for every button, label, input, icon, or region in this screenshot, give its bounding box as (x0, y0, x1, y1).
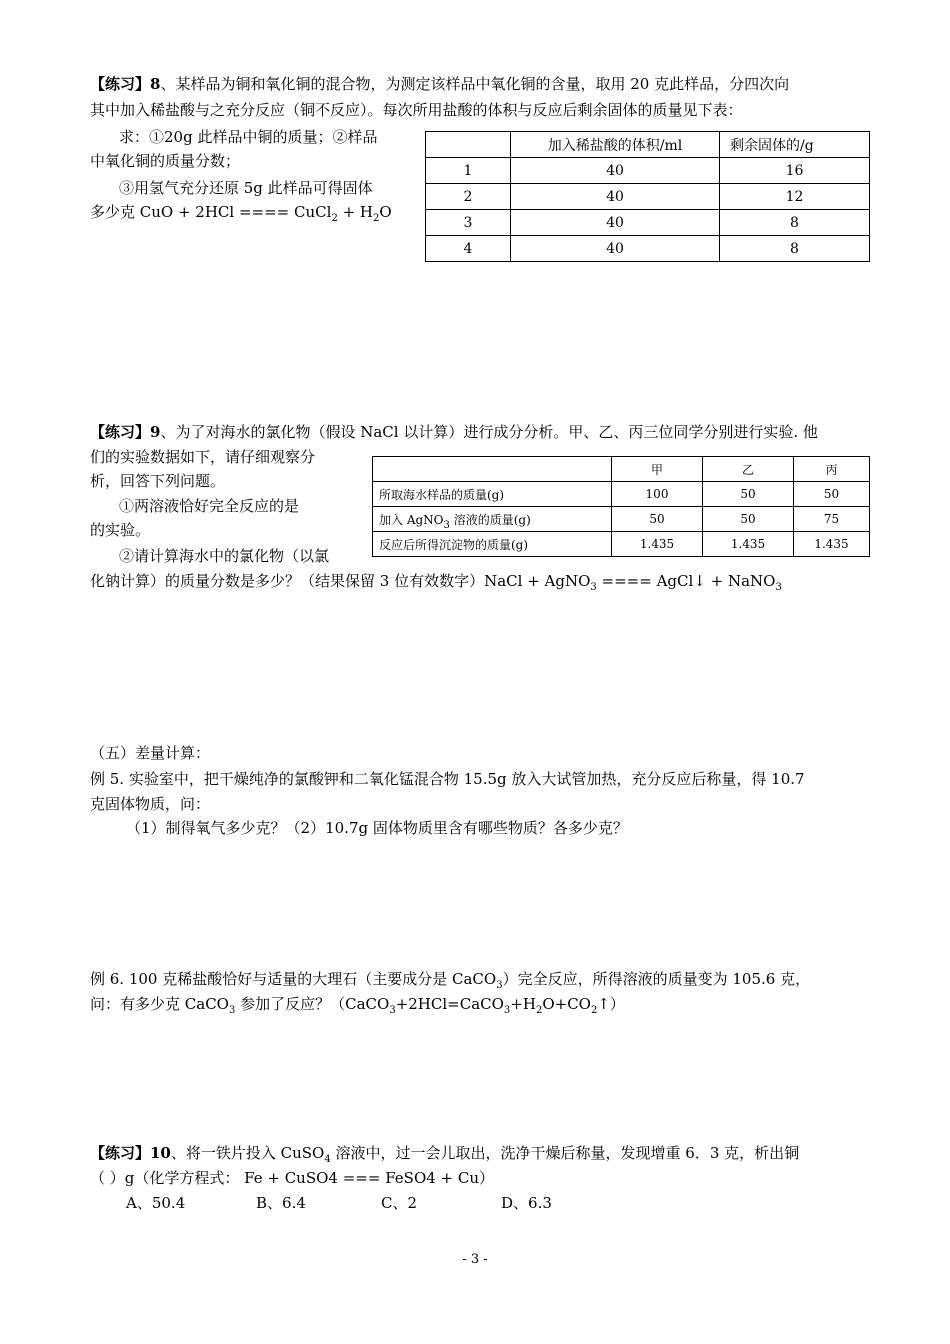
table-header-cell: 丙 (794, 457, 870, 482)
table-header-cell: 乙 (703, 457, 794, 482)
table-cell: 1.435 (612, 532, 703, 557)
practice-8-equation: 多少克 CuO + 2HCl ==== CuCl$_2$ + $H_2O$ (90, 203, 392, 224)
table-row-label: 所取海水样品的质量(g) (373, 482, 612, 507)
table-cell: 1 (426, 158, 511, 184)
table-cell: 40 (511, 184, 720, 210)
practice-10-line2: （ ）g（化学方程式： Fe + CuSO4 === FeSO4 + Cu） (90, 1169, 495, 1187)
example-6-line1: 例 6. 100 克稀盐酸恰好与适量的大理石（主要成分是 CaCO$_3$）完全反应，所得溶液的质量变为 105.6 克， (90, 970, 811, 991)
table-row (426, 236, 870, 262)
practice-9-line2: 们的实验数据如下，请仔细观察分 (90, 448, 316, 466)
practice-8-line2: 其中加入稀盐酸与之充分反应（铜不反应）。每次所用盐酸的体积与反应后剩余固体的质量见下表： (90, 101, 743, 119)
table-cell: 50 (703, 482, 794, 507)
table-cell: 1.435 (794, 532, 870, 557)
practice-9-line3: 析，回答下列问题。 (90, 472, 226, 490)
example-5-line2: 克固体物质，问： (90, 795, 211, 813)
table-row-label: 反应后所得沉淀物的质量(g) (373, 532, 612, 557)
practice-9-table (372, 456, 870, 557)
table-cell: 50 (703, 507, 794, 532)
table-cell: 100 (612, 482, 703, 507)
practice-8-table (425, 131, 870, 262)
example-6-line2: 问：有多少克 CaCO$_3$ 参加了反应？$(CaCO_3+2HCl=CaCO_3+H_2O+CO_2↑)$ (90, 995, 625, 1016)
table-row (373, 482, 870, 507)
option-d: D、6.3 (501, 1194, 552, 1212)
practice-10-label: 【练习】10 (90, 1144, 171, 1162)
table-cell: 1.435 (703, 532, 794, 557)
table-header-row (373, 457, 870, 482)
table-row (373, 507, 870, 532)
practice-9-line5: 的实验。 (90, 521, 151, 539)
practice-9-label: 【练习】9 (90, 423, 161, 441)
example-5-question: （1）制得氧气多少克？（2）10.7g 固体物质里含有哪些物质？各多少克？ (126, 819, 628, 837)
table-row-label: 加入 AgNO$_3$ 溶液的质量(g) (373, 507, 612, 532)
table-row (373, 532, 870, 557)
table-header-cell: 甲 (612, 457, 703, 482)
table-cell: 40 (511, 210, 720, 236)
table-cell: 40 (511, 236, 720, 262)
practice-8-question1a: 求：①20g 此样品中铜的质量；②样品 (119, 128, 378, 146)
table-row (426, 210, 870, 236)
practice-9-line4: ①两溶液恰好完全反应的是 (119, 497, 300, 515)
table-cell: 2 (426, 184, 511, 210)
table-header-cell: 剩余固体的/g (720, 132, 870, 158)
example-5-line1: 例 5. 实验室中，把干燥纯净的氯酸钾和二氧化锰混合物 15.5g 放入大试管加热，充分反应后称量，得 10.7 (90, 770, 805, 788)
option-a: A、50.4 (126, 1194, 186, 1212)
table-cell: 8 (720, 236, 870, 262)
table-cell: 3 (426, 210, 511, 236)
table-cell: 16 (720, 158, 870, 184)
table-cell: 4 (426, 236, 511, 262)
practice-8-label: 【练习】8 (90, 75, 161, 93)
page-number: - 3 - (462, 1252, 488, 1267)
section-5-title: （五）差量计算： (90, 744, 211, 762)
practice-9-equation: 化钠计算）的质量分数是多少？（结果保留 3 位有效数字）NaCl + AgNO$_3$ ==== AgCl↓ + NaNO$_3$ (90, 572, 782, 593)
option-b: B、6.4 (256, 1194, 306, 1212)
table-cell: 40 (511, 158, 720, 184)
table-cell: 75 (794, 507, 870, 532)
table-header-cell (373, 457, 612, 482)
practice-10-line1: 【练习】10、将一铁片投入 CuSO$_4$ 溶液中，过一会儿取出，洗净干燥后称量，发现增重 6．3 克，析出铜 (90, 1144, 800, 1165)
practice-8-question1b: 中氧化铜的质量分数； (90, 152, 241, 170)
practice-8-question3a: ③用氢气充分还原 5g 此样品可得固体 (119, 179, 373, 197)
practice-9-line6: ②请计算海水中的氯化物（以氯 (119, 547, 330, 565)
practice-9-line1: 【练习】9、为了对海水的氯化物（假设 NaCl 以计算）进行成分分析。甲、乙、丙三位同学分别进行实验. 他 (90, 423, 818, 441)
table-row (426, 184, 870, 210)
practice-8-line1: 【练习】8、某样品为铜和氧化铜的混合物，为测定该样品中氧化铜的含量，取用 20 克此样品，分四次向 (90, 75, 790, 93)
table-cell: 8 (720, 210, 870, 236)
table-cell: 50 (612, 507, 703, 532)
option-c: C、2 (381, 1194, 418, 1212)
table-header-cell (426, 132, 511, 158)
table-row (426, 158, 870, 184)
table-cell: 12 (720, 184, 870, 210)
table-header-row (426, 132, 870, 158)
table-cell: 50 (794, 482, 870, 507)
table-header-cell: 加入稀盐酸的体积/ml (511, 132, 720, 158)
